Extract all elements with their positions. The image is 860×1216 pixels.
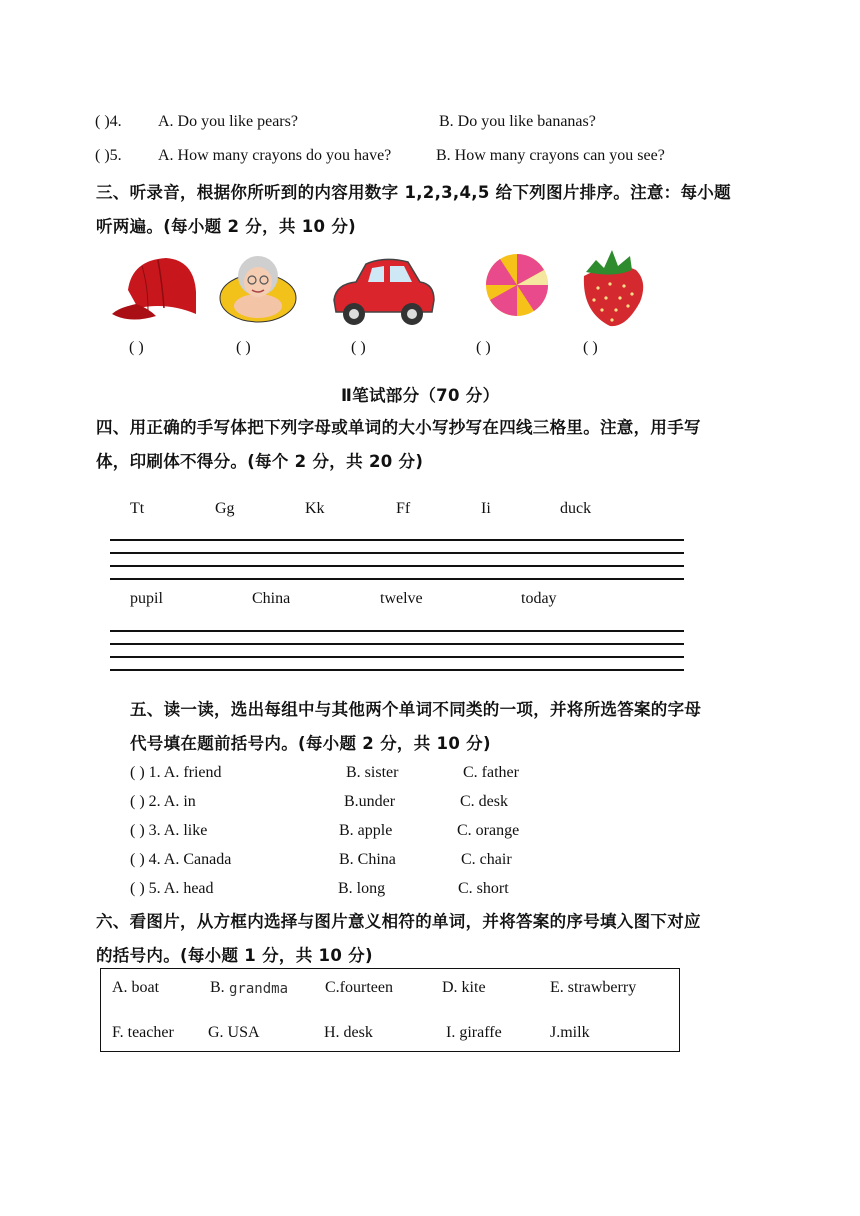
word-bank-item: D. kite — [442, 979, 486, 996]
section-6-instruction-line1: 六、看图片，从方框内选择与图片意义相符的单词，并将答案的序号填入图下对应 — [96, 912, 701, 931]
option-b: B. China — [339, 851, 396, 868]
word-bank-item: I. giraffe — [446, 1024, 502, 1041]
picture-5-bracket[interactable]: ( ) — [583, 339, 598, 356]
option-c: C. desk — [460, 793, 508, 810]
question-item: ( ) 5. A. head — [130, 880, 214, 897]
copy-word: Tt — [130, 500, 145, 517]
option-b: B.under — [344, 793, 396, 810]
copy-word: China — [252, 590, 291, 607]
writing-line[interactable] — [110, 669, 684, 671]
section-4-instruction-line2: 体，印刷体不得分。(每个 2 分，共 20 分) — [96, 452, 424, 471]
question-5-bracket: ( )5. — [95, 147, 122, 164]
word-bank-item: H. desk — [324, 1024, 373, 1041]
section-5-instruction-line1: 五、读一读，选出每组中与其他两个单词不同类的一项，并将所选答案的字母 — [130, 700, 702, 719]
picture-4-bracket[interactable]: ( ) — [476, 339, 491, 356]
section-3-instruction-line1: 三、听录音，根据你所听到的内容用数字 1,2,3,4,5 给下列图片排序。注意：每小题 — [96, 183, 731, 202]
question-5-option-a: A. How many crayons do you have? — [158, 147, 392, 164]
copy-word: Gg — [215, 500, 235, 517]
option-b: B. long — [338, 880, 386, 897]
option-b: B. sister — [346, 764, 399, 781]
copy-word: Ff — [396, 500, 411, 517]
question-4-option-a: A. Do you like pears? — [158, 113, 298, 130]
picture-1-bracket[interactable]: ( ) — [129, 339, 144, 356]
written-part-title: Ⅱ笔试部分（70 分） — [341, 386, 500, 405]
word-bank-item: F. teacher — [112, 1024, 174, 1041]
word-bank-item: J.milk — [550, 1024, 590, 1041]
word-bank-item: C.fourteen — [325, 979, 393, 996]
section-5-instruction-line2: 代号填在题前括号内。(每小题 2 分，共 10 分) — [130, 734, 491, 753]
word-bank-item: B. — [210, 979, 225, 996]
copy-word: Kk — [305, 500, 325, 517]
question-item: ( ) 3. A. like — [130, 822, 208, 839]
word-bank-item: G. USA — [208, 1024, 260, 1041]
copy-word: twelve — [380, 590, 423, 607]
picture-2-bracket[interactable]: ( ) — [236, 339, 251, 356]
writing-line[interactable] — [110, 552, 684, 554]
option-c: C. chair — [461, 851, 512, 868]
option-c: C. short — [458, 880, 509, 897]
writing-line[interactable] — [110, 656, 684, 658]
option-b: B. apple — [339, 822, 393, 839]
section-4-instruction-line1: 四、用正确的手写体把下列字母或单词的大小写抄写在四线三格里。注意，用手写 — [96, 418, 701, 437]
writing-line[interactable] — [110, 643, 684, 645]
writing-line[interactable] — [110, 539, 684, 541]
car-picture — [328, 254, 438, 328]
option-c: C. orange — [457, 822, 520, 839]
question-5-option-b: B. How many crayons can you see? — [436, 147, 665, 164]
word-bank-item: E. strawberry — [550, 979, 637, 996]
ball-picture — [484, 252, 550, 318]
writing-line[interactable] — [110, 630, 684, 632]
option-c: C. father — [463, 764, 519, 781]
copy-word: pupil — [130, 590, 163, 607]
picture-3-bracket[interactable]: ( ) — [351, 339, 366, 356]
strawberry-picture — [574, 242, 650, 330]
question-item: ( ) 4. A. Canada — [130, 851, 232, 868]
copy-word: duck — [560, 500, 592, 517]
copy-word: Ii — [481, 500, 491, 517]
copy-word: today — [521, 590, 557, 607]
section-6-instruction-line2: 的括号内。(每小题 1 分，共 10 分) — [96, 946, 373, 965]
word-bank-item: A. boat — [112, 979, 160, 996]
word-bank-item: grandma — [229, 981, 289, 997]
question-item: ( ) 2. A. in — [130, 793, 196, 810]
question-item: ( ) 1. A. friend — [130, 764, 222, 781]
grandma-picture — [218, 248, 298, 324]
section-3-instruction-line2: 听两遍。(每小题 2 分，共 10 分) — [96, 217, 357, 236]
question-4-bracket: ( )4. — [95, 113, 122, 130]
question-4-option-b: B. Do you like bananas? — [439, 113, 596, 130]
writing-line[interactable] — [110, 578, 684, 580]
writing-line[interactable] — [110, 565, 684, 567]
cap-picture — [108, 252, 200, 326]
